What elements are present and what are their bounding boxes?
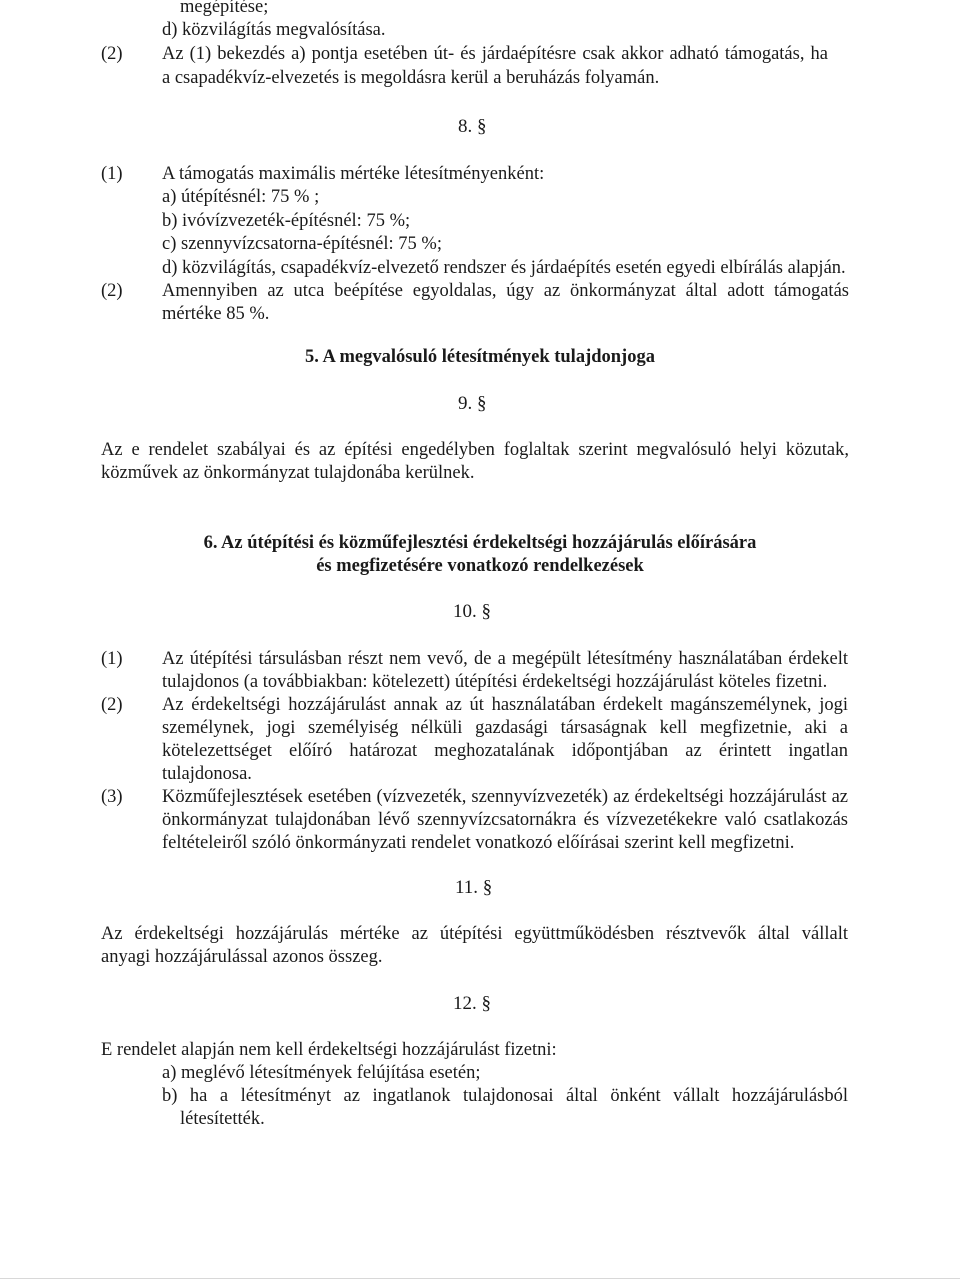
list-item: b) ivóvízvezeték-építésnél: 75 %; — [162, 211, 411, 231]
paragraph-text-line: tulajdonosa. — [162, 764, 252, 784]
paragraph-number: (3) — [101, 787, 123, 807]
section-heading-10: 10. § — [453, 601, 491, 622]
section-heading-8: 8. § — [458, 116, 487, 137]
continuation-line-2: d) közvilágítás megvalósítása. — [162, 20, 386, 40]
chapter-title-5: 5. A megvalósuló létesítmények tulajdonjoga — [305, 347, 655, 367]
page-bottom-rule — [0, 1278, 960, 1279]
paragraph-number: (1) — [101, 164, 123, 184]
chapter-title-6-line-1: 6. Az útépítési és közműfejlesztési érdekeltségi hozzájárulás előírására — [203, 533, 757, 553]
list-item: a) útépítésnél: 75 % ; — [162, 187, 320, 207]
paragraph-text-line: mértéke 85 %. — [162, 304, 270, 324]
paragraph-text-line: anyagi hozzájárulással azonos összeg. — [101, 947, 383, 967]
paragraph-text-line: E rendelet alapján nem kell érdekeltségi hozzájárulást fizetni: — [101, 1040, 557, 1060]
paragraph-text-line: a csapadékvíz-elvezetés is megoldásra kerül a beruházás folyamán. — [162, 68, 660, 88]
paragraph-number: (2) — [101, 44, 123, 64]
list-item: c) szennyvízcsatorna-építésnél: 75 %; — [162, 234, 442, 254]
paragraph-text-line: személynek, jogi személyiség nélküli gazdasági társaságnak kell megfizetnie, aki a — [162, 718, 848, 738]
paragraph-text-line: feltételeiről szóló önkormányzati rendelet vonatkozó előírásai szerint kell megfizetni. — [162, 833, 795, 853]
list-item: a) meglévő létesítmények felújítása esetén; — [162, 1063, 481, 1083]
section-heading-9: 9. § — [458, 393, 487, 414]
paragraph-text-line: Az útépítési társulásban részt nem vevő, de a megépült létesítmény használatában érdekelt — [162, 649, 848, 669]
paragraph-number: (2) — [101, 695, 123, 715]
paragraph-text-line: tulajdonos (a továbbiakban: kötelezett) útépítési érdekeltségi hozzájárulást köteles fizetni. — [162, 672, 828, 692]
paragraph-text-line: Amennyiben az utca beépítése egyoldalas, úgy az önkormányzat által adott támogatás — [162, 281, 849, 301]
paragraph-text-line: Az érdekeltségi hozzájárulás mértéke az útépítési együttműködésben résztvevők által vállalt — [101, 924, 848, 944]
paragraph-text-line: Az (1) bekezdés a) pontja esetében út- és járdaépítésre csak akkor adható támogatás, ha — [162, 44, 828, 64]
paragraph-text-line: Az érdekeltségi hozzájárulást annak az út használatában érdekelt magánszemélynek, jogi — [162, 695, 848, 715]
paragraph-number: (2) — [101, 281, 123, 301]
paragraph-text-line: önkormányzat tulajdonában lévő szennyvízcsatornákra és vízvezetékekre való csatlakozás — [162, 810, 848, 830]
chapter-title-6-line-2: és megfizetésére vonatkozó rendelkezések — [316, 556, 644, 576]
paragraph-text-line: A támogatás maximális mértéke létesítményenként: — [162, 164, 545, 184]
section-heading-11: 11. § — [455, 877, 493, 898]
paragraph-text-line: Az e rendelet szabályai és az építési engedélyben foglaltak szerint megvalósuló helyi közutak, — [101, 440, 849, 460]
list-item-continuation: létesítették. — [180, 1109, 265, 1129]
paragraph-text-line: kötelezettséget előíró határozat meghozatalának időpontjában az érintett ingatlan — [162, 741, 848, 761]
continuation-line-1: megépítése; — [180, 0, 269, 17]
list-item: b) ha a létesítményt az ingatlanok tulajdonosai által önként vállalt hozzájárulásból — [162, 1086, 848, 1106]
paragraph-number: (1) — [101, 649, 123, 669]
paragraph-text-line: Közműfejlesztések esetében (vízvezeték, szennyvízvezeték) az érdekeltségi hozzájárulást az — [162, 787, 848, 807]
list-item: d) közvilágítás, csapadékvíz-elvezető rendszer és járdaépítés esetén egyedi elbírálás alapján. — [162, 258, 846, 278]
section-heading-12: 12. § — [453, 993, 491, 1014]
paragraph-text-line: közművek az önkormányzat tulajdonába kerülnek. — [101, 463, 475, 483]
